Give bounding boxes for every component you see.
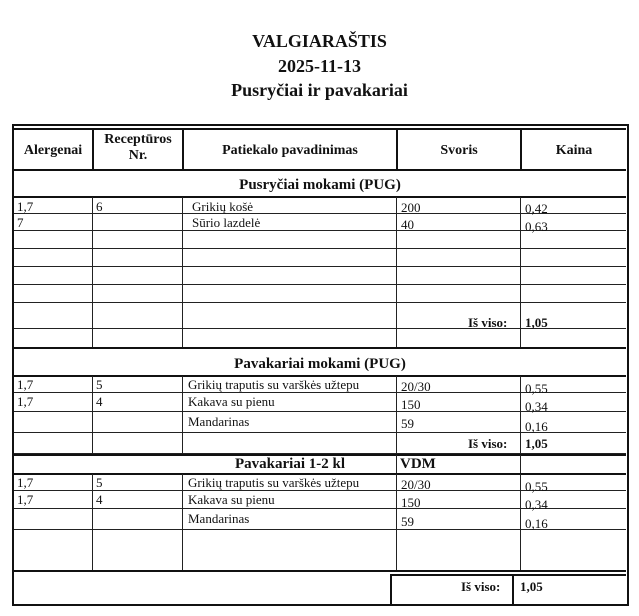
table-border-top xyxy=(12,124,629,126)
grid-line xyxy=(92,474,93,570)
header-inner-top xyxy=(14,128,626,130)
grid-line xyxy=(520,474,521,570)
total-value: 1,05 xyxy=(525,315,548,330)
grid-line xyxy=(520,197,521,347)
row-weight: 20/30 xyxy=(401,477,431,492)
grid-line xyxy=(396,455,397,473)
row-price: 0,16 xyxy=(525,516,548,531)
section-line xyxy=(14,347,626,349)
col-header-allergens: Alergenai xyxy=(23,143,83,158)
row-recipe: 4 xyxy=(96,492,103,507)
row-weight: 200 xyxy=(401,200,421,215)
col-header-weight: Svoris xyxy=(440,143,478,158)
total-value: 1,05 xyxy=(520,579,543,594)
row-recipe: 5 xyxy=(96,377,103,392)
grid-line xyxy=(182,376,183,454)
menu-subtitle: Pusryčiai ir pavakariai xyxy=(231,80,408,100)
col-header-recipe-nr: Nr. xyxy=(128,148,148,163)
section-title: Pavakariai 1-2 kl xyxy=(234,456,345,472)
row-price: 0,55 xyxy=(525,381,548,396)
row-price: 0,42 xyxy=(525,201,548,216)
total-box-divider xyxy=(512,574,514,604)
row-price: 0,34 xyxy=(525,399,548,414)
row-allergens: 1,7 xyxy=(17,394,34,409)
row-dish: Kakava su pienu xyxy=(188,492,275,507)
row-dish: Sūrio lazdelė xyxy=(192,215,261,230)
total-label: Iš viso: xyxy=(468,315,508,330)
grid-line xyxy=(396,197,397,347)
row-weight: 40 xyxy=(401,217,414,232)
row-weight: 20/30 xyxy=(401,379,431,394)
row-allergens: 1,7 xyxy=(17,377,34,392)
col-header-recipe: Receptūros xyxy=(104,132,172,147)
row-recipe: 6 xyxy=(96,199,103,214)
grid-line xyxy=(14,248,626,249)
section-title: Pavakariai mokami (PUG) xyxy=(234,356,406,372)
total-label: Iš viso: xyxy=(468,436,508,451)
grid-line xyxy=(14,266,626,267)
row-allergens: 1,7 xyxy=(17,492,34,507)
grid-line xyxy=(14,284,626,285)
grid-line xyxy=(520,376,521,454)
row-weight: 59 xyxy=(401,416,414,431)
menu-date: 2025-11-13 xyxy=(278,56,361,76)
row-price: 0,16 xyxy=(525,419,548,434)
row-dish: Grikių traputis su varškės užtepu xyxy=(188,377,360,392)
grid-line xyxy=(182,197,183,347)
grid-line xyxy=(92,376,93,454)
table-border-right xyxy=(627,124,629,606)
row-allergens: 7 xyxy=(17,215,24,230)
total-box-top xyxy=(390,574,626,576)
grid-line xyxy=(92,197,93,347)
col-header-price: Kaina xyxy=(555,143,593,158)
row-dish: Grikių košė xyxy=(192,199,254,214)
section-title: Pusryčiai mokami (PUG) xyxy=(239,177,401,193)
row-allergens: 1,7 xyxy=(17,475,34,490)
header-bottom-line xyxy=(14,169,626,171)
grid-line xyxy=(396,376,397,454)
grid-line xyxy=(520,455,521,473)
section-line xyxy=(14,570,626,572)
row-weight: 59 xyxy=(401,514,414,529)
section-line xyxy=(14,196,626,198)
row-dish: Kakava su pienu xyxy=(188,394,275,409)
row-dish: Mandarinas xyxy=(188,511,250,526)
row-price: 0,63 xyxy=(525,219,548,234)
row-weight: 150 xyxy=(401,495,421,510)
row-recipe: 5 xyxy=(96,475,103,490)
row-dish: Grikių traputis su varškės užtepu xyxy=(188,475,360,490)
menu-title: VALGIARAŠTIS xyxy=(252,31,387,51)
grid-line xyxy=(14,302,626,303)
row-allergens: 1,7 xyxy=(17,199,34,214)
grid-line xyxy=(396,474,397,570)
table-border-bottom xyxy=(12,604,629,606)
section-tag: VDM xyxy=(400,456,436,472)
menu-table xyxy=(12,124,629,606)
row-price: 0,55 xyxy=(525,479,548,494)
total-box-left xyxy=(390,574,392,604)
row-recipe: 4 xyxy=(96,394,103,409)
grid-line xyxy=(182,474,183,570)
row-dish: Mandarinas xyxy=(188,414,250,429)
row-price: 0,34 xyxy=(525,497,548,512)
row-weight: 150 xyxy=(401,397,421,412)
total-value: 1,05 xyxy=(525,436,548,451)
col-header-dish: Patiekalo pavadinimas xyxy=(222,143,358,158)
total-label: Iš viso: xyxy=(461,579,501,594)
